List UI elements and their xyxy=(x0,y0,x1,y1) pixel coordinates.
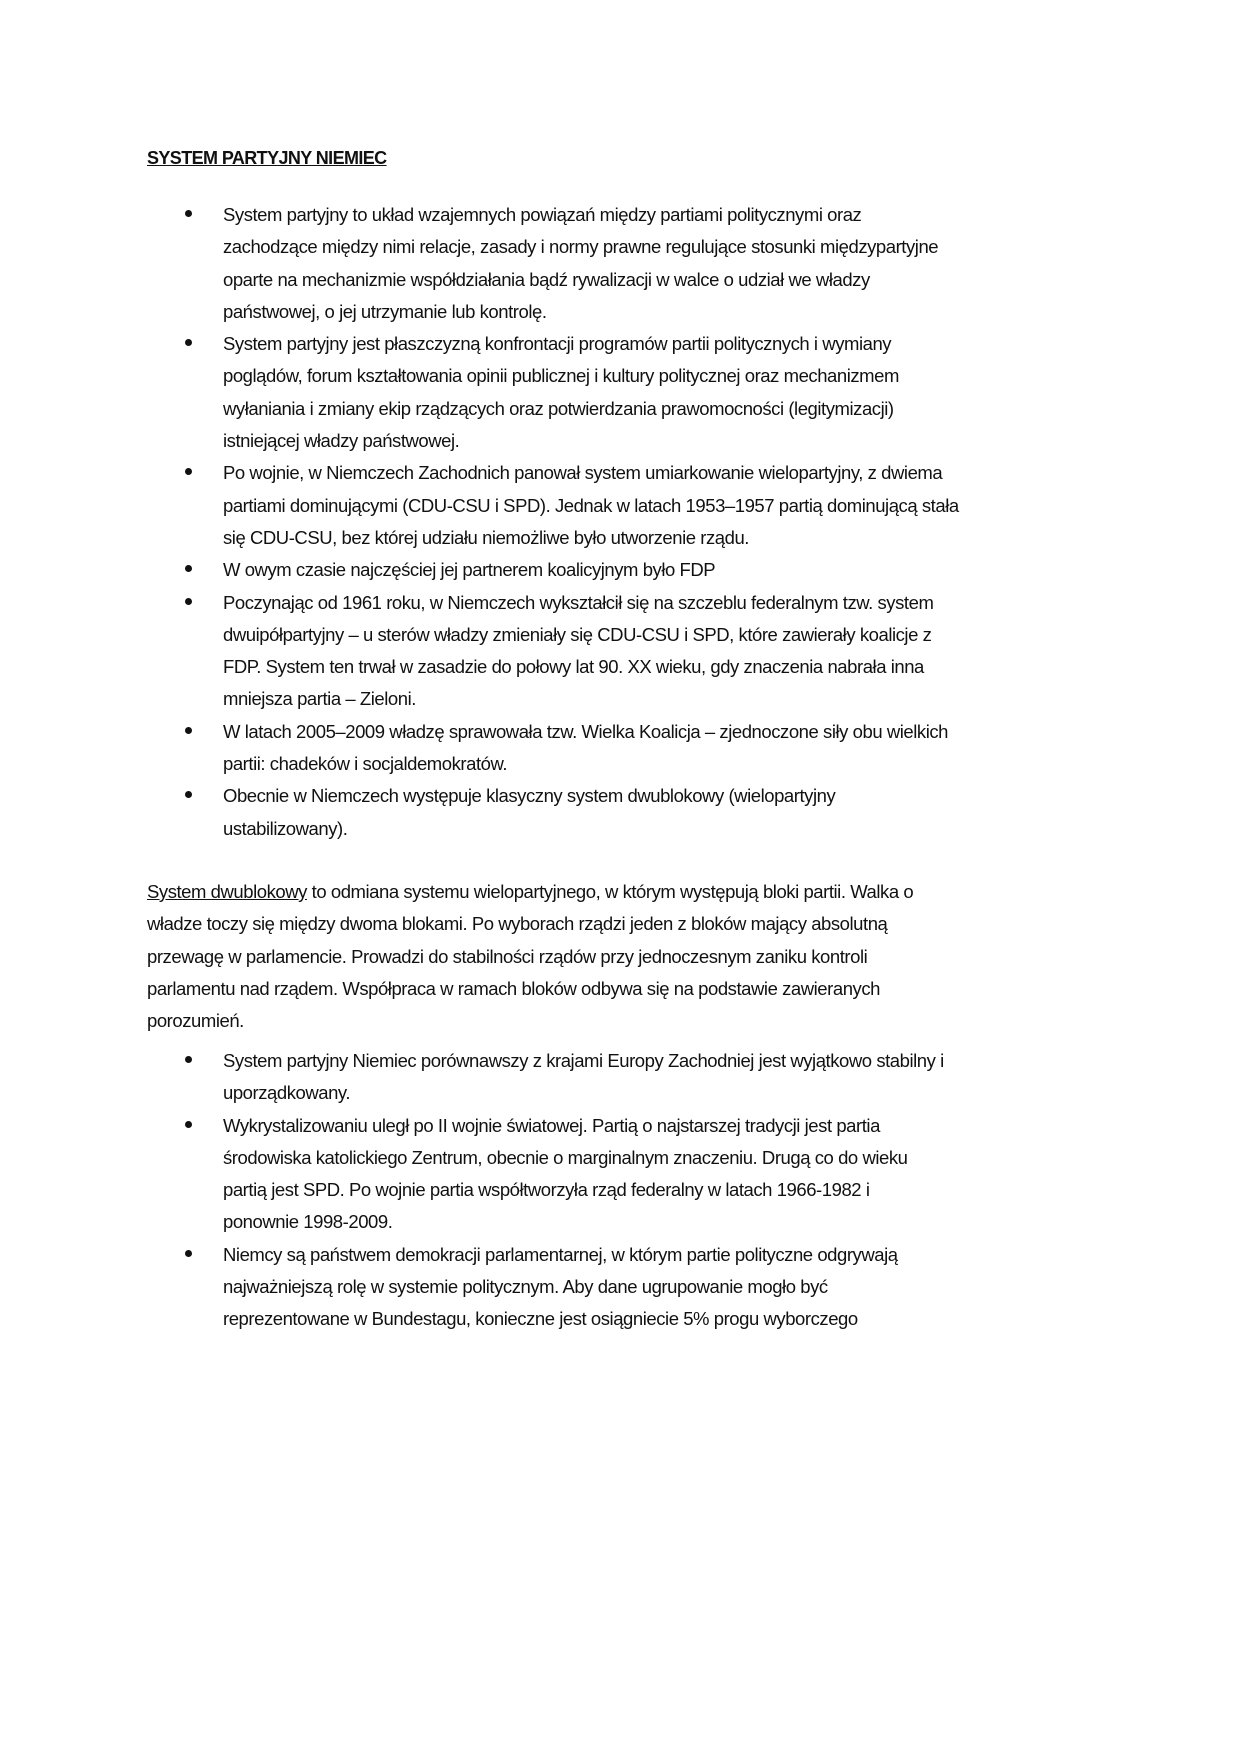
list-item-line: partią jest SPD. Po wojnie partia współtworzyła rząd federalny w latach 1966-1982 i xyxy=(223,1179,870,1201)
list-item-line: wyłaniania i zmiany ekip rządzących oraz potwierdzania prawomocności (legitymizacji) xyxy=(223,397,894,419)
list-item xyxy=(0,587,1240,716)
list-item-line: Po wojnie, w Niemczech Zachodnich panował system umiarkowanie wielopartyjny, z dwiema xyxy=(223,462,943,484)
bullet-icon xyxy=(185,339,192,346)
list-item-line: System partyjny Niemiec porównawszy z krajami Europy Zachodniej jest wyjątkowo stabilny i xyxy=(223,1050,944,1071)
paragraph-line: porozumień. xyxy=(147,1010,244,1032)
paragraph-line xyxy=(147,876,1240,908)
bullet-list-characteristics xyxy=(0,1045,1240,1336)
list-item-line: Wykrystalizowaniu uległ po II wojnie światowej. Partią o najstarszej tradycji jest partia xyxy=(223,1114,880,1136)
bullet-list-history xyxy=(0,199,1240,845)
paragraph-line: władze toczy się między dwoma blokami. Po wyborach rządzi jeden z bloków mający absolutną xyxy=(147,913,888,935)
paragraph-two-bloc-system xyxy=(0,876,1240,1037)
list-item-line: dwuipółpartyjny – u sterów władzy zmieniały się CDU-CSU i SPD, które zawierały koalicje z xyxy=(223,623,932,645)
list-item xyxy=(0,554,1240,586)
bullet-icon xyxy=(185,210,192,217)
bullet-icon xyxy=(185,565,192,572)
list-item xyxy=(0,1239,1240,1336)
list-item-line: FDP. System ten trwał w zasadzie do połowy lat 90. XX wieku, gdy znaczenia nabrała inna xyxy=(223,656,924,678)
list-item-line: W latach 2005–2009 władzę sprawowała tzw. Wielka Koalicja – zjednoczone siły obu wielkich xyxy=(223,720,949,742)
paragraph-line: przewagę w parlamencie. Prowadzi do stabilności rządów przy jednoczesnym zaniku kontroli xyxy=(147,945,868,967)
bullet-icon xyxy=(185,1121,192,1128)
list-item xyxy=(0,1110,1240,1239)
bullet-icon xyxy=(185,727,192,734)
list-item xyxy=(0,716,1240,781)
list-item-line: ustabilizowany). xyxy=(223,817,348,839)
list-item xyxy=(0,199,1240,328)
list-item-line: najważniejszą rolę w systemie politycznym. Aby dane ugrupowanie mogło być xyxy=(223,1276,828,1298)
list-item-line: istniejącej władzy państwowej. xyxy=(223,430,460,452)
bullet-icon xyxy=(185,598,192,605)
list-item-line: System partyjny jest płaszczyzną konfrontacji programów partii politycznych i wymiany xyxy=(223,333,892,355)
document-title: SYSTEM PARTYJNY NIEMIEC xyxy=(147,148,387,168)
bullet-icon xyxy=(185,791,192,798)
list-item xyxy=(0,328,1240,457)
list-item xyxy=(0,780,1240,845)
list-item-line: uporządkowany. xyxy=(223,1082,351,1104)
list-item-line: Poczynając od 1961 roku, w Niemczech wykształcił się na szczeblu federalnym tzw. system xyxy=(223,591,934,613)
paragraph-line: parlamentu nad rządem. Współpraca w ramach bloków odbywa się na podstawie zawieranych xyxy=(147,977,880,999)
list-item-line: ponownie 1998-2009. xyxy=(223,1211,393,1233)
list-item-line: partii: chadeków i socjaldemokratów. xyxy=(223,753,508,775)
list-item-line: mniejsza partia – Zieloni. xyxy=(223,688,416,710)
list-item-line: partiami dominującymi (CDU-CSU i SPD). Jednak w latach 1953–1957 partią dominującą stała xyxy=(223,494,959,516)
list-item-line: reprezentowane w Bundestagu, konieczne jest osiągniecie 5% progu wyborczego xyxy=(223,1308,858,1330)
list-item-line: się CDU-CSU, bez której udziału niemożliwe było utworzenie rządu. xyxy=(223,526,749,548)
list-item-line: W owym czasie najczęściej jej partnerem koalicyjnym było FDP xyxy=(223,559,716,581)
list-item xyxy=(0,457,1240,554)
list-item-line: System partyjny to układ wzajemnych powiązań między partiami politycznymi oraz xyxy=(223,204,862,225)
list-item-line: zachodzące między nimi relacje, zasady i normy prawne regulujące stosunki międzypartyjne xyxy=(223,236,939,258)
list-item-line: oparte na mechanizmie współdziałania bądź rywalizacji w walce o udział we władzy xyxy=(223,268,870,290)
list-item xyxy=(0,1045,1240,1110)
list-item-line: poglądów, forum kształtowania opinii publicznej i kultury politycznej oraz mechanizmem xyxy=(223,365,899,387)
list-item-line: Obecnie w Niemczech występuje klasyczny system dwublokowy (wielopartyjny xyxy=(223,785,836,807)
list-item-line: Niemcy są państwem demokracji parlamentarnej, w którym partie polityczne odgrywają xyxy=(223,1243,898,1265)
bullet-icon xyxy=(185,1250,192,1257)
bullet-icon xyxy=(185,1056,192,1063)
bullet-icon xyxy=(185,468,192,475)
defined-term: System dwublokowy xyxy=(147,881,307,902)
list-item-line: państwowej, o jej utrzymanie lub kontrolę. xyxy=(223,300,547,322)
paragraph-text: to odmiana systemu wielopartyjnego, w którym występują bloki partii. Walka o xyxy=(306,881,914,902)
list-item-line: środowiska katolickiego Zentrum, obecnie o marginalnym znaczeniu. Drugą co do wieku xyxy=(223,1146,908,1168)
